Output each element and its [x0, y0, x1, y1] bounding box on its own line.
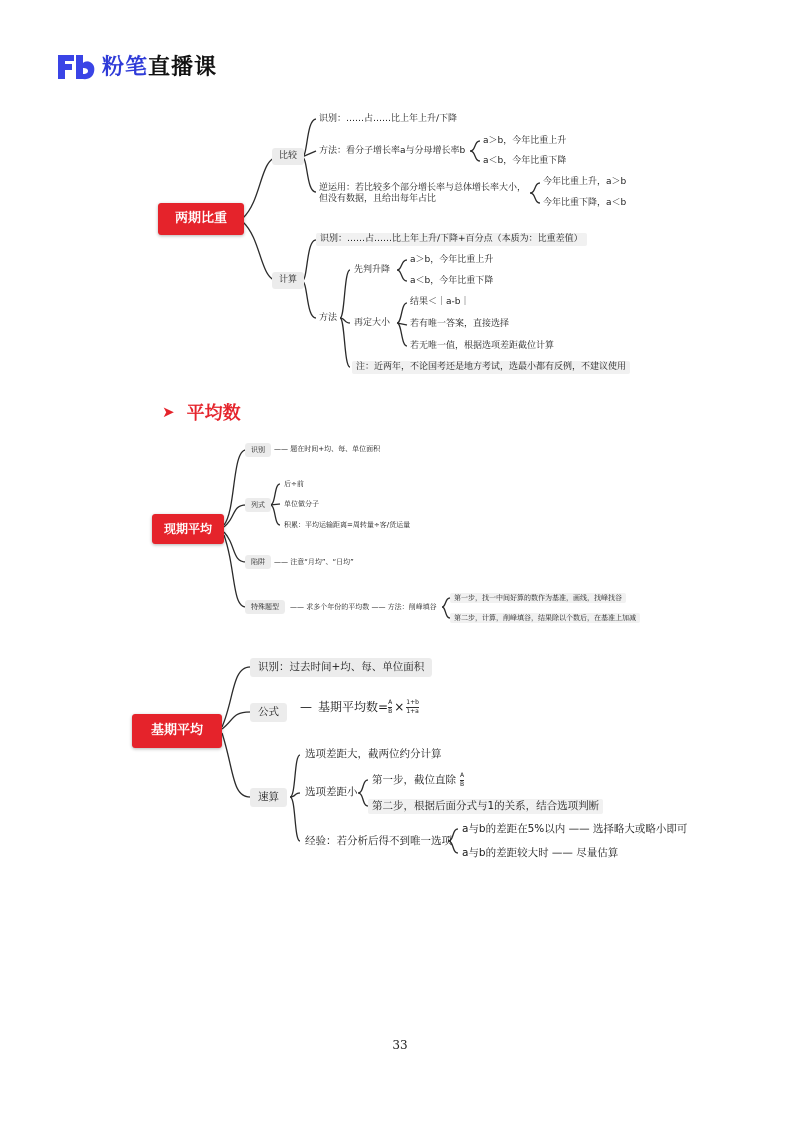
m2-special-step-2: 第二步，计算，削峰填谷，结果除以个数后，在基准上加减: [450, 613, 640, 623]
m3-experience: 经验：若分析后得不到唯一选项: [305, 835, 452, 847]
root-node-current-average: 现期平均: [152, 514, 224, 544]
fenbi-logo-icon: [56, 51, 96, 81]
m3-exp-2: a与b的差距较大时 —— 尽量估算: [462, 847, 619, 859]
m3-step-1: 第一步，截位直除 $\frac{A}{B}$: [372, 772, 465, 788]
section-title-text: 平均数: [186, 403, 241, 424]
m2-trap-node: 陷阱: [245, 555, 271, 569]
formula-fraction-ab: $\frac{A}{B}$: [388, 699, 393, 715]
m2-special-step-1: 第一步，找一中间好算的数作为基准，画线，找峰找谷: [450, 593, 626, 603]
calc-first-1: a＞b，今年比重上升: [410, 255, 494, 265]
m3-formula: — 基期平均数= $\frac{A}{B}$ × $\frac{1+b}{1+a}$: [300, 699, 419, 715]
m2-identify-text: —— 题在时间+均、每、单位面积: [274, 445, 381, 453]
formula-times: ×: [394, 700, 405, 715]
logo-rest: 直播课: [148, 55, 218, 80]
m3-small-gap: 选项差距小: [305, 786, 358, 798]
m2-special-node: 特殊题型: [245, 600, 285, 614]
reverse-line-2: 但没有数据，且给出每年占比: [319, 193, 437, 204]
m3-formula-node: 公式: [250, 703, 287, 722]
compare-node: 比较: [272, 148, 304, 165]
compare-method: 方法：看分子增长率a与分母增长率b: [319, 146, 466, 156]
calc-method: 方法: [319, 313, 338, 323]
step1-fraction: $\frac{A}{B}$: [460, 772, 465, 788]
m2-list-1: 后÷前: [284, 480, 304, 488]
compare-method-2: a＜b，今年比重下降: [483, 156, 567, 166]
logo-brand: 粉笔: [102, 55, 149, 80]
logo-text: [102, 50, 217, 81]
reverse-result-1: 今年比重上升，a＞b: [543, 177, 627, 187]
m2-list-3: 积累：平均运输距离=周转量÷客/货运量: [284, 521, 411, 529]
calc-size-2: 若有唯一答案，直接选择: [410, 319, 510, 329]
section-heading-average: [162, 399, 241, 425]
reverse-line-1: 逆运用：若比较多个部分增长率与总体增长率大小，: [319, 183, 527, 193]
m2-special-text: —— 求多个年份的平均数 —— 方法：削峰填谷: [290, 603, 437, 611]
arrow-icon: ➤: [162, 403, 175, 421]
calc-first: 先判升降: [354, 265, 391, 275]
formula-fraction-rates: $\frac{1+b}{1+a}$: [406, 699, 419, 715]
calc-note: 注：近两年，不论国考还是地方考试，选最小都有反例，不建议使用: [352, 361, 630, 374]
m2-trap-text: —— 注意“月均”、“日均”: [274, 558, 354, 566]
calc-size-3: 若无唯一值，根据选项差距截位计算: [410, 341, 555, 351]
root-node-two-period-share: 两期比重: [158, 203, 244, 235]
compare-method-1: a＞b，今年比重上升: [483, 136, 567, 146]
m2-list-node: 列式: [245, 498, 271, 512]
m2-identify-node: 识别: [245, 443, 271, 457]
calc-first-2: a＜b，今年比重下降: [410, 276, 494, 286]
calc-size-1: 结果＜｜a-b｜: [410, 297, 470, 307]
root-node-base-average: 基期平均: [132, 714, 222, 748]
m3-identify: 识别：过去时间+均、每、单位面积: [250, 658, 432, 677]
calc-identify: 识别：……占……比上年上升/下降+百分点（本质为：比重差值）: [316, 233, 587, 246]
brand-logo: [56, 50, 217, 81]
formula-text: 基期平均数=: [318, 700, 389, 715]
m3-exp-1: a与b的差距在5%以内 —— 选择略大或略小即可: [462, 823, 688, 835]
calc-size: 再定大小: [354, 318, 391, 328]
m3-big-gap: 选项差距大，截两位约分计算: [305, 748, 442, 760]
page-number: 33: [392, 1038, 408, 1052]
calc-node: 计算: [272, 272, 304, 289]
m3-speed-node: 速算: [250, 788, 287, 807]
m2-list-2: 单位做分子: [284, 500, 319, 508]
m3-step-2: 第二步，根据后面分式与1的关系，结合选项判断: [368, 799, 603, 814]
compare-reverse: [319, 183, 526, 205]
compare-identify: 识别：……占……比上年上升/下降: [319, 114, 458, 124]
reverse-result-2: 今年比重下降，a＜b: [543, 198, 627, 208]
